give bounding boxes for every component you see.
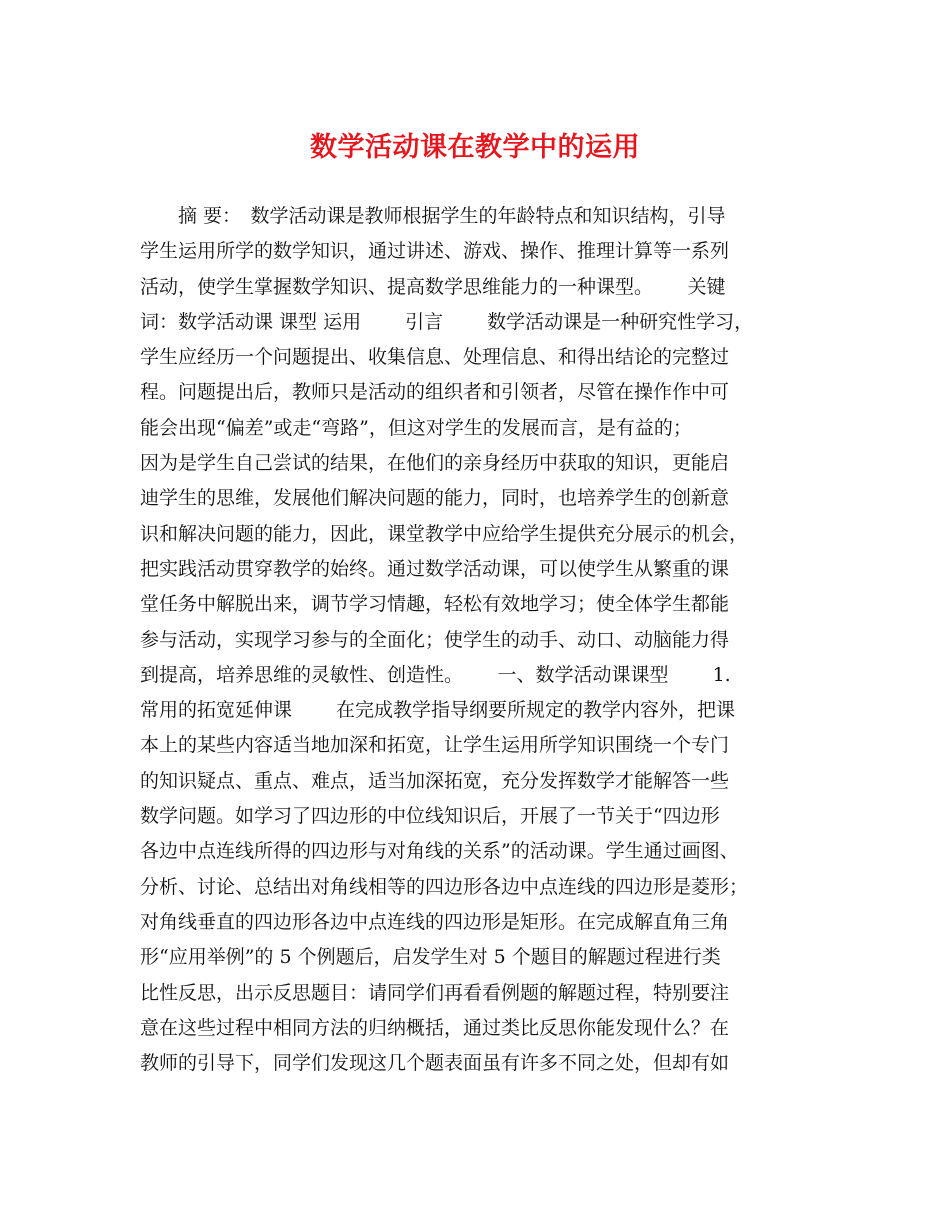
body-line: 对角线垂直的四边形各边中点连线的四边形是矩形。在完成解直角三角: [140, 910, 730, 933]
body-line: 程。问题提出后，教师只是活动的组织者和引领者，尽管在操作作中可: [140, 381, 730, 404]
body-line: 能会出现“偏差”或走“弯路”，但这对学生的发展而言，是有益的；: [140, 416, 692, 439]
body-line: 词：数学活动课 课型 运用 引言 数学活动课是一种研究性学习，: [140, 310, 754, 333]
body-line: 比性反思，出示反思题目：请同学们再看看例题的解题过程，特别要注: [140, 981, 730, 1004]
body-line: 分析、讨论、总结出对角线相等的四边形各边中点连线的四边形是菱形；: [140, 875, 749, 898]
body-line: 形“应用举例”的 5 个例题后，启发学生对 5 个题目的解题过程进行类: [140, 946, 721, 969]
body-line: 因为是学生自己尝试的结果，在他们的亲身经历中获取的知识，更能启: [140, 452, 730, 475]
body-line: 学生应经历一个问题提出、收集信息、处理信息、和得出结论的完整过: [140, 346, 730, 369]
body-line: 堂任务中解脱出来，调节学习情趣，轻松有效地学习；使全体学生都能: [140, 593, 730, 616]
body-line: 常用的拓宽延伸课 在完成教学指导纲要所规定的教学内容外，把课: [140, 699, 736, 722]
document-title: 数学活动课在教学中的运用: [310, 132, 640, 163]
body-line: 本上的某些内容适当地加深和拓宽，让学生运用所学知识围绕一个专门: [140, 734, 730, 757]
body-line: 识和解决问题的能力，因此，课堂教学中应给学生提供充分展示的机会，: [140, 522, 749, 545]
body-line: 各边中点连线所得的四边形与对角线的关系”的活动课。学生通过画图、: [140, 840, 739, 863]
body-line: 把实践活动贯穿教学的始终。通过数学活动课，可以使学生从繁重的课: [140, 557, 730, 580]
body-line: 活动，使学生掌握数学知识、提高数学思维能力的一种课型。 关键: [140, 275, 726, 298]
body-line: 的知识疑点、重点、难点，适当加深拓宽，充分发挥数学才能解答一些: [140, 769, 730, 792]
body-line: 数学问题。如学习了四边形的中位线知识后，开展了一节关于“四边形: [140, 805, 720, 828]
body-line: 参与活动，实现学习参与的全面化；使学生的动手、动口、动脑能力得: [140, 628, 730, 651]
body-line: 摘 要： 数学活动课是教师根据学生的年龄特点和知识结构，引导: [140, 205, 726, 227]
body-line: 学生运用所学的数学知识，通过讲述、游戏、操作、推理计算等一系列: [140, 240, 730, 263]
document-body: [140, 199, 820, 1081]
body-line: 教师的引导下，同学们发现这几个题表面虽有许多不同之处，但却有如: [140, 1052, 730, 1075]
body-line: 意在这些过程中相同方法的归纳概括，通过类比反思你能发现什么？在: [140, 1016, 730, 1039]
body-line: 迪学生的思维，发展他们解决问题的能力，同时，也培养学生的创新意: [140, 487, 730, 510]
body-line: 到提高，培养思维的灵敏性、创造性。 一、数学活动课课型 1.: [140, 663, 731, 686]
